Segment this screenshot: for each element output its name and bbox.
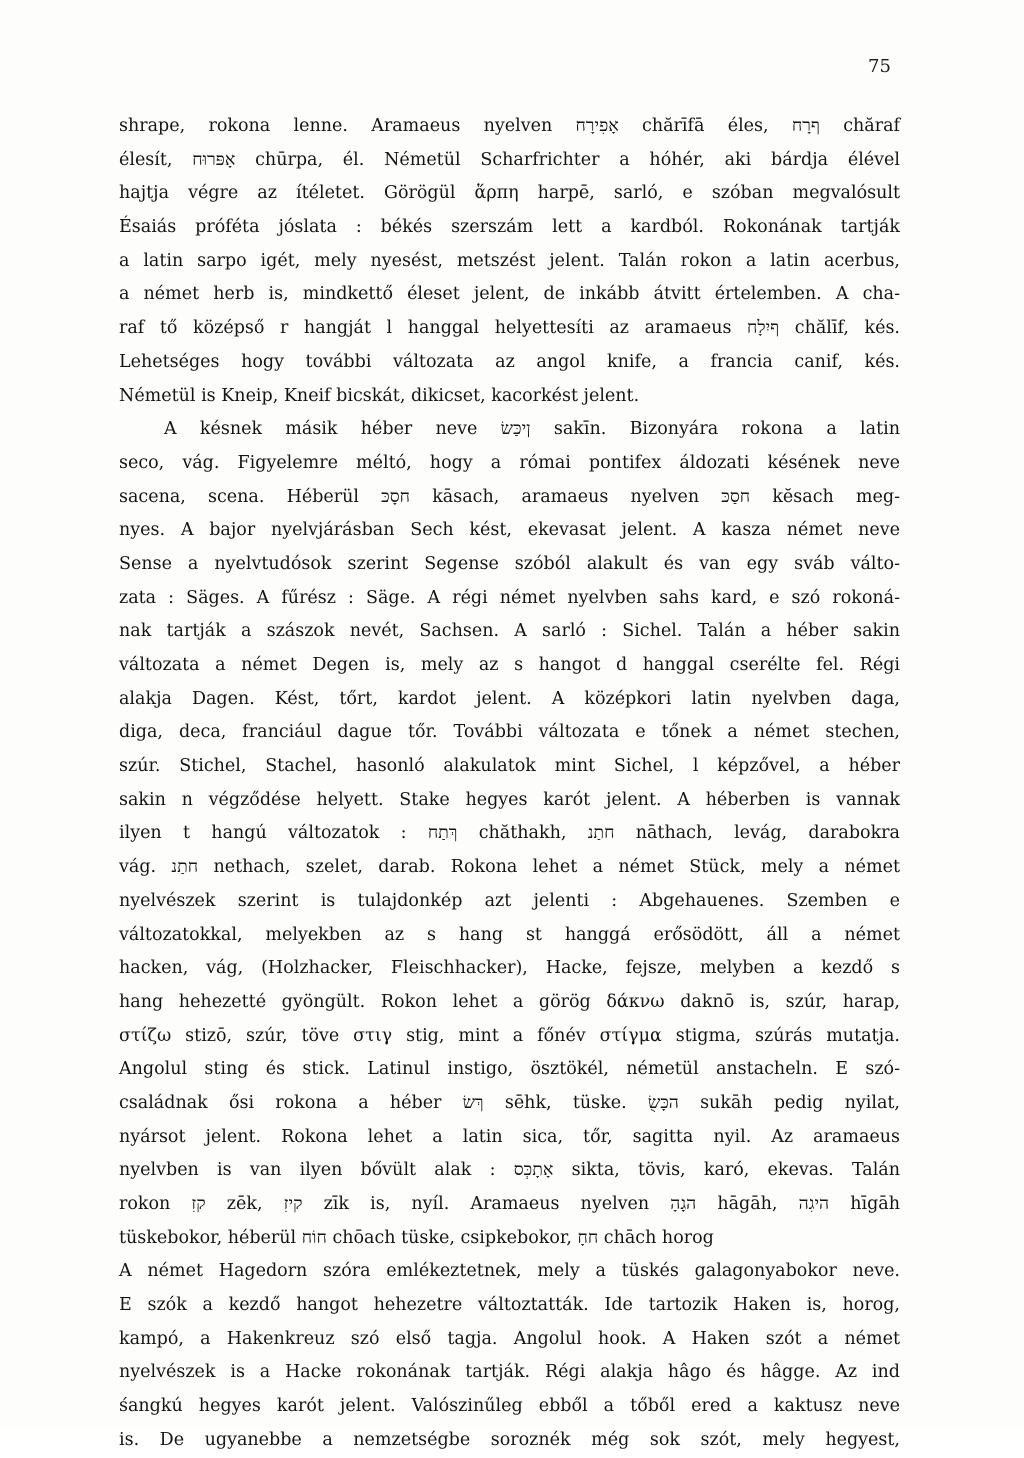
text-line: nyelvben is van ilyen bővült alak : אָתָכְּס sikta, tövis, karó, ekevas. Talán bbox=[119, 1160, 900, 1181]
text-line: shrape, rokona lenne. Aramaeus nyelven אָפִירָח chărīfā éles, ףרָח chăraf bbox=[119, 116, 901, 136]
text-line: Lehetséges hogy további változata az angol knife, a francia canif, kés. bbox=[119, 351, 900, 372]
text-line: változatokkal, melyekben az s hang st hanggá erősödött, áll a német bbox=[119, 924, 900, 945]
text-line: A késnek másik héber neve ןיכַּשׂ sakīn. Bizonyára rokona a latin bbox=[164, 419, 900, 440]
text-line: στίζω stizō, szúr, töve στιγ stig, mint a főnév στίγμα stigma, szúrás mutatja. bbox=[119, 1025, 900, 1046]
text-line: Ésaiás próféta jóslata : békés szerszám lett a kardból. Rokonának tartják bbox=[119, 217, 900, 238]
text-line: hacken, vág, (Holzhacker, Fleischhacker), Hacke, fejsze, melyben a kezdő s bbox=[119, 958, 900, 979]
text-line: Sense a nyelvtudósok szerint Segense szóból alakult és van egy sváb válto- bbox=[119, 553, 900, 574]
text-line: nak tartják a szászok nevét, Sachsen. A sarló : Sichel. Talán a héber sakin bbox=[119, 621, 900, 642]
text-line: śangkú hegyes karót jelent. Valószinűleg ebből a tőből ered a kaktusz neve bbox=[119, 1396, 900, 1417]
text-line: E szók a kezdő hangot hehezetre változtatták. Ide tartozik Haken is, horog, bbox=[119, 1295, 900, 1316]
text-line: változata a német Degen is, mely az s hangot d hanggal cserélte fel. Régi bbox=[119, 655, 900, 675]
text-line: tüskebokor, héberül חוֹח chōach tüske, csipkebokor, חחָ chāch horog bbox=[119, 1227, 714, 1248]
text-line: hajtja végre az ítéletet. Görögül ἅρπη harpē, sarló, e szóban megvalósult bbox=[119, 183, 900, 204]
text-line: zata : Säges. A fűrész : Säge. A régi német nyelvben sahs kard, e szó rokoná- bbox=[119, 587, 900, 608]
text-body bbox=[119, 110, 900, 1458]
text-line: vág. חתַנ nethach, szelet, darab. Rokona lehet a német Stück, mely a német bbox=[119, 857, 900, 878]
text-line: sakin n végződése helyett. Stake hegyes karót jelent. A héberben is vannak bbox=[119, 789, 900, 810]
text-line: ilyen t hangú változatok : ךְתַח chăthakh, חתַנ nāthach, levág, darabokra bbox=[119, 823, 900, 844]
text-line: Angolul sting és stick. Latinul instigo, ösztökél, németül anstacheln. E szó- bbox=[119, 1059, 900, 1080]
text-line: családnak ősi rokona a héber ךְשׂ sēhk, tüske. הכָּשֻׂ sukāh pedig nyilat, bbox=[119, 1092, 900, 1113]
text-line: hang hehezetté gyöngült. Rokon lehet a görög δάκνω daknō is, szúr, harap, bbox=[119, 991, 900, 1012]
text-line: sacena, scena. Héberül חסָכּ kāsach, aramaeus nyelven חסַכּ kĕsach meg- bbox=[119, 486, 900, 507]
text-line: nyelvészek szerint is tulajdonkép azt jelenti : Abgehauenes. Szemben e bbox=[119, 890, 900, 911]
text-line: nyársot jelent. Rokona lehet a latin sica, tőr, sagitta nyil. Az aramaeus bbox=[119, 1126, 900, 1147]
text-line: kampó, a Hakenkreuz szó első tagja. Angolul hook. A Haken szót a német bbox=[119, 1328, 900, 1349]
text-line: seco, vág. Figyelemre méltó, hogy a római pontifex áldozati késének neve bbox=[119, 452, 900, 473]
text-line: élesít, אָפּרוּח chūrpa, él. Németül Scharfrichter a hóhér, aki bárdja élével bbox=[119, 149, 900, 170]
page-number: 75 bbox=[868, 56, 891, 77]
text-line: a német herb is, mindkettő éleset jelent, de inkább átvitt értelemben. A cha- bbox=[119, 284, 900, 305]
text-line: diga, deca, franciául dague tőr. További változata e tőnek a német stechen, bbox=[119, 722, 900, 743]
text-line: A német Hagedorn szóra emlékeztetnek, mely a tüskés galagonyabokor neve. bbox=[119, 1261, 900, 1282]
text-line: szúr. Stichel, Stachel, hasonló alakulatok mint Sichel, l képzővel, a héber bbox=[119, 756, 900, 777]
text-line: nyelvészek is a Hacke rokonának tartják. Régi alakja hâgo és hâgge. Az ind bbox=[119, 1362, 900, 1383]
text-line: alakja Dagen. Kést, tőrt, kardot jelent. A középkori latin nyelvben daga, bbox=[119, 688, 900, 709]
text-line: raf tő középső r hangját l hanggal helyettesíti az aramaeus ףיִלָח chălīf, kés. bbox=[119, 318, 900, 339]
text-line: rokon קזִ zēk, קיזִ zīk is, nyíl. Aramaeus nyelven הגָהָ hāgāh, היגִה hīgāh bbox=[119, 1194, 900, 1214]
text-line: Németül is Kneip, Kneif bicskát, dikicset, kacorkést jelent. bbox=[119, 385, 640, 406]
text-line: nyes. A bajor nyelvjárásban Sech kést, ekevasat jelent. A kasza német neve bbox=[119, 520, 900, 541]
text-line: a latin sarpo igét, mely nyesést, metszést jelent. Talán rokon a latin acerbus, bbox=[119, 250, 900, 271]
text-line: is. De ugyanebbe a nemzetségbe soroznék még sok szót, mely hegyest, bbox=[119, 1429, 900, 1450]
